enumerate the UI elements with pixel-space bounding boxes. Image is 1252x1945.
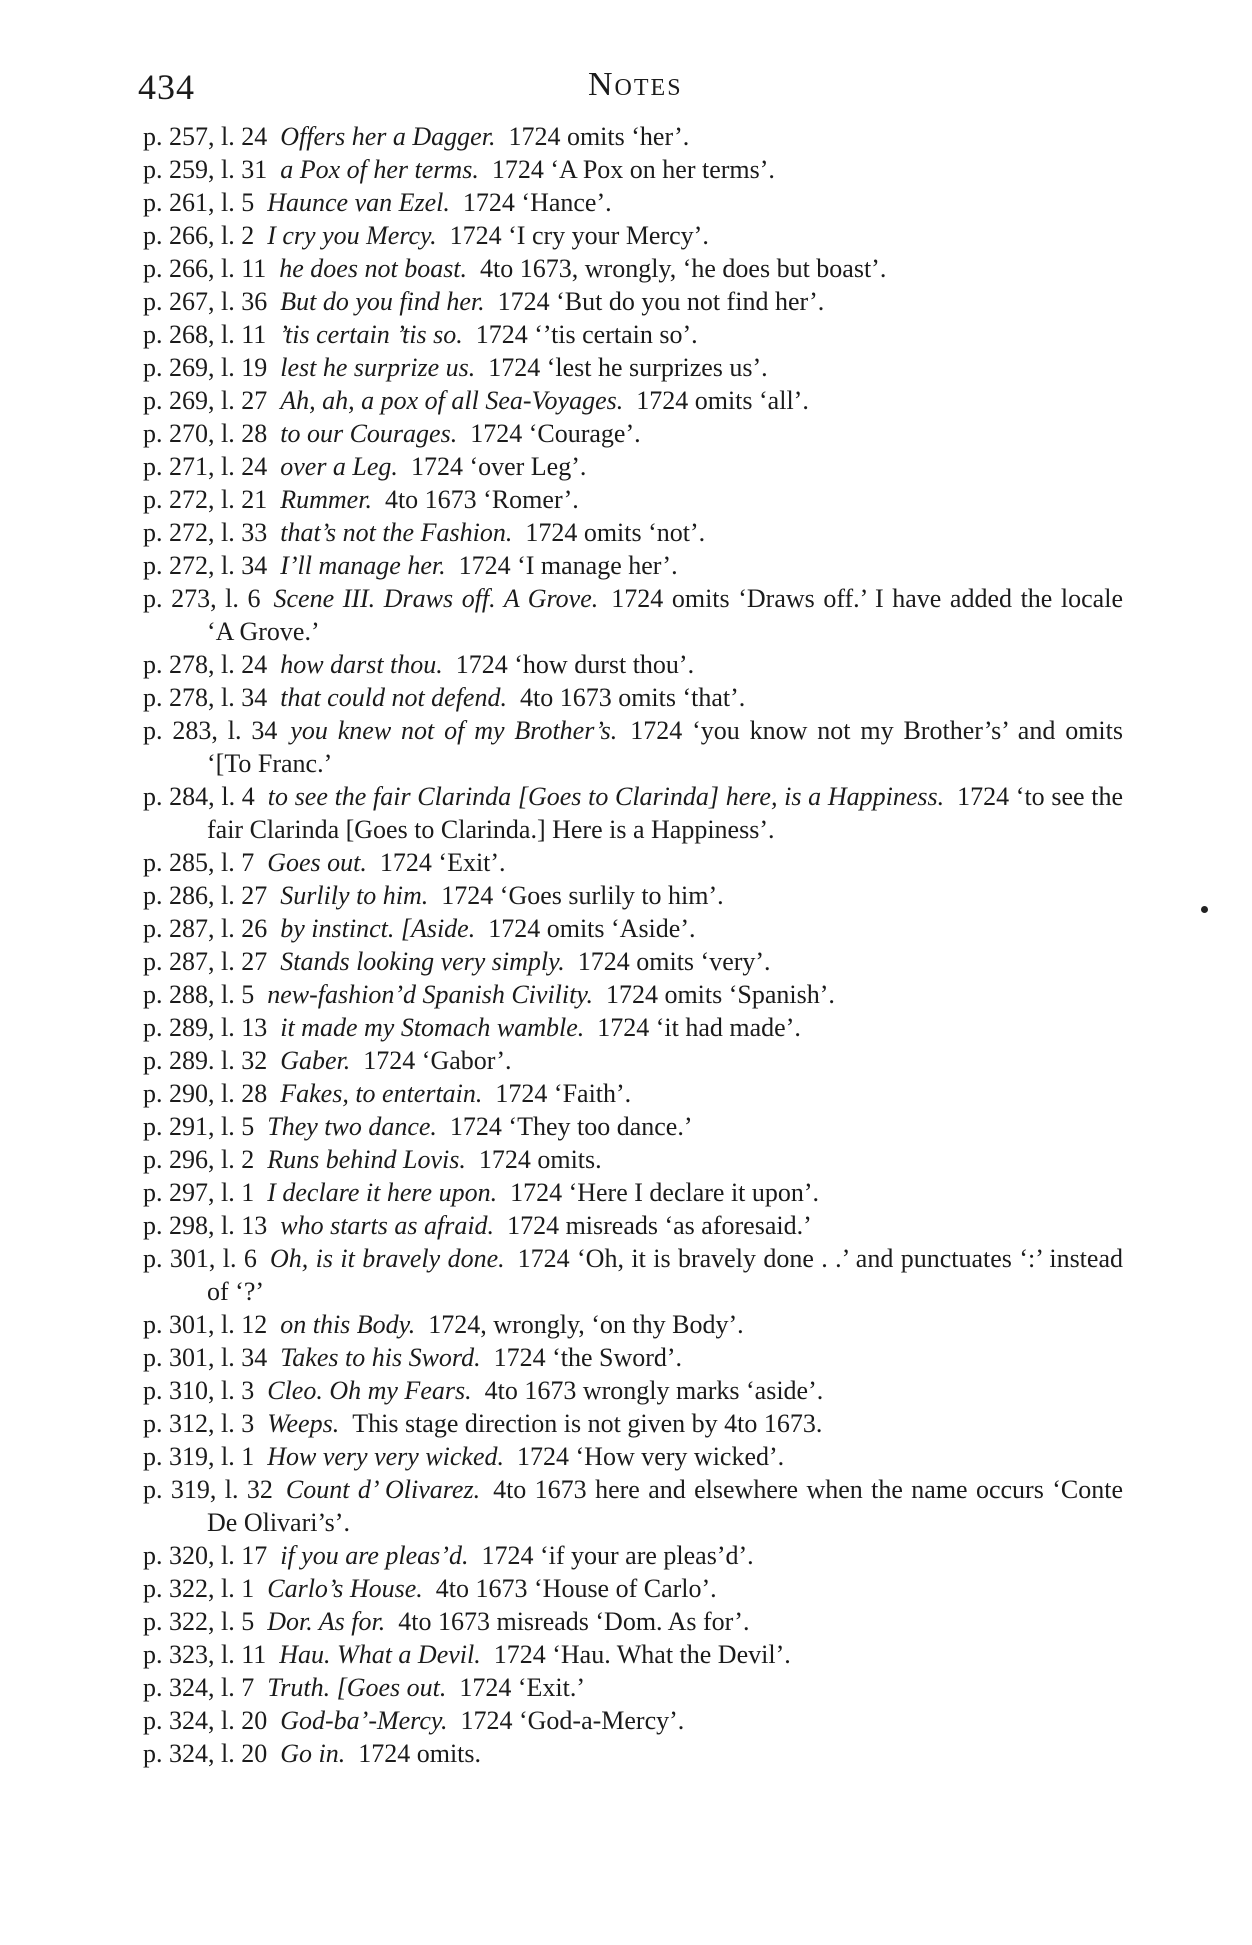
note-comment: 4to 1673 ‘Romer’. [384, 485, 579, 514]
note-entry [143, 1044, 1123, 1077]
note-reference: p. 283, l. 34 [143, 716, 278, 745]
note-entry [143, 1473, 1123, 1539]
note-comment: 1724 ‘Exit.’ [459, 1673, 586, 1702]
note-comment: 1724 ‘over Leg’. [410, 452, 587, 481]
note-reference: p. 270, l. 28 [143, 419, 268, 448]
note-entry [143, 978, 1123, 1011]
note-entry [143, 1737, 1123, 1770]
note-reference: p. 287, l. 26 [143, 914, 268, 943]
note-comment: 1724 omits ‘not’. [525, 518, 706, 547]
note-entry [143, 417, 1123, 450]
note-entry [143, 351, 1123, 384]
note-reference: p. 267, l. 36 [143, 287, 268, 316]
note-lemma: Cleo. Oh my Fears. [267, 1376, 472, 1405]
note-lemma: ’tis certain ’tis so. [279, 320, 463, 349]
note-comment: 1724 omits ‘her’. [508, 122, 690, 151]
note-comment: 4to 1673 here and elsewhere when the name occurs ‘Conte De Olivari’s’. [207, 1475, 1123, 1537]
note-reference: p. 259, l. 31 [143, 155, 268, 184]
note-reference: p. 285, l. 7 [143, 848, 255, 877]
note-lemma: to our Courages. [280, 419, 458, 448]
running-head: Notes [588, 66, 683, 103]
note-entry [143, 1143, 1123, 1176]
note-entry [143, 483, 1123, 516]
page-number: 434 [138, 67, 195, 107]
note-lemma: Ah, ah, a pox of all Sea-Voyages. [280, 386, 624, 415]
note-comment: 1724 ‘A Pox on her terms’. [491, 155, 775, 184]
note-entry [143, 450, 1123, 483]
note-comment: 4to 1673 ‘House of Carlo’. [435, 1574, 717, 1603]
note-lemma: on this Body. [280, 1310, 416, 1339]
note-reference: p. 320, l. 17 [143, 1541, 268, 1570]
note-reference: p. 322, l. 5 [143, 1607, 255, 1636]
note-lemma: over a Leg. [280, 452, 398, 481]
note-lemma: Go in. [280, 1739, 346, 1768]
note-reference: p. 301, l. 34 [143, 1343, 268, 1372]
note-reference: p. 272, l. 34 [143, 551, 268, 580]
note-lemma: I cry you Mercy. [267, 221, 437, 250]
note-lemma: God-ba’-Mercy. [280, 1706, 448, 1735]
note-lemma: Rummer. [280, 485, 372, 514]
note-lemma: he does not boast. [279, 254, 468, 283]
note-lemma: Oh, is it bravely done. [269, 1244, 505, 1273]
note-comment: 4to 1673, wrongly, ‘he does but boast’. [480, 254, 887, 283]
note-entry [143, 582, 1123, 648]
note-lemma: Stands looking very simply. [280, 947, 565, 976]
note-reference: p. 312, l. 3 [143, 1409, 255, 1438]
note-entry [143, 1671, 1123, 1704]
note-reference: p. 261, l. 5 [143, 188, 255, 217]
note-reference: p. 271, l. 24 [143, 452, 268, 481]
note-lemma: Dor. As for. [267, 1607, 386, 1636]
note-lemma: Truth. [Goes out. [267, 1673, 447, 1702]
note-reference: p. 273, l. 6 [143, 584, 261, 613]
note-comment: 1724 omits ‘very’. [577, 947, 771, 976]
note-lemma: How very very wicked. [267, 1442, 505, 1471]
note-comment: 4to 1673 wrongly marks ‘aside’. [484, 1376, 824, 1405]
note-lemma: Weeps. [267, 1409, 340, 1438]
note-comment: 1724 omits. [358, 1739, 482, 1768]
note-entry [143, 1605, 1123, 1638]
note-comment: 1724 ‘Hance’. [462, 188, 612, 217]
note-entry [143, 549, 1123, 582]
note-entry [143, 516, 1123, 549]
note-entry [143, 219, 1123, 252]
note-entry [143, 252, 1123, 285]
note-lemma: by instinct. [Aside. [280, 914, 476, 943]
note-lemma: Surlily to him. [280, 881, 429, 910]
ink-dot [1201, 906, 1208, 913]
note-entry [143, 1407, 1123, 1440]
note-reference: p. 310, l. 3 [143, 1376, 255, 1405]
note-entry [143, 1440, 1123, 1473]
note-entry [143, 1209, 1123, 1242]
note-entry [143, 879, 1123, 912]
note-reference: p. 324, l. 20 [143, 1706, 268, 1735]
note-entry [143, 1374, 1123, 1407]
note-lemma: Offers her a Dagger. [280, 122, 496, 151]
note-comment: 1724 ‘Faith’. [495, 1079, 632, 1108]
note-lemma: who starts as afraid. [280, 1211, 495, 1240]
note-reference: p. 286, l. 27 [143, 881, 268, 910]
note-comment: 1724 ‘Courage’. [470, 419, 641, 448]
note-lemma: new-fashion’d Spanish Civility. [267, 980, 593, 1009]
note-comment: 1724 ‘I cry your Mercy’. [449, 221, 709, 250]
note-lemma: that’s not the Fashion. [280, 518, 513, 547]
note-lemma: Goes out. [267, 848, 367, 877]
note-entry [143, 120, 1123, 153]
note-entry [143, 1704, 1123, 1737]
note-entry [143, 384, 1123, 417]
note-reference: p. 319, l. 32 [143, 1475, 273, 1504]
note-lemma: Hau. What a Devil. [279, 1640, 481, 1669]
note-reference: p. 324, l. 7 [143, 1673, 255, 1702]
note-comment: 1724 ‘’tis certain so’. [475, 320, 698, 349]
note-lemma: But do you find her. [280, 287, 485, 316]
note-entry [143, 1308, 1123, 1341]
note-reference: p. 319, l. 1 [143, 1442, 255, 1471]
note-entry [143, 846, 1123, 879]
note-lemma: Gaber. [280, 1046, 351, 1075]
note-entry [143, 318, 1123, 351]
note-reference: p. 288, l. 5 [143, 980, 255, 1009]
note-entry [143, 153, 1123, 186]
note-reference: p. 278, l. 34 [143, 683, 268, 712]
note-comment: 1724 omits ‘all’. [636, 386, 809, 415]
note-entry [143, 1176, 1123, 1209]
note-entry [143, 648, 1123, 681]
notes-list [143, 120, 1123, 1770]
note-comment: 1724, wrongly, ‘on thy Body’. [428, 1310, 744, 1339]
note-lemma: I’ll manage her. [280, 551, 446, 580]
note-reference: p. 266, l. 11 [143, 254, 267, 283]
note-reference: p. 301, l. 12 [143, 1310, 268, 1339]
note-reference: p. 272, l. 21 [143, 485, 268, 514]
note-reference: p. 289. l. 32 [143, 1046, 268, 1075]
note-comment: 1724 ‘I manage her’. [458, 551, 678, 580]
note-comment: 1724 omits ‘Draws off.’ I have added the locale ‘A Grove.’ [207, 584, 1123, 646]
note-comment: 1724 ‘to see the fair Clarinda [Goes to Clarinda.] Here is a Happiness’. [207, 782, 1124, 844]
note-comment: 1724 ‘But do you not find her’. [497, 287, 825, 316]
note-comment: 1724 ‘God-a-Mercy’. [460, 1706, 685, 1735]
note-reference: p. 266, l. 2 [143, 221, 255, 250]
note-comment: 1724 omits. [478, 1145, 602, 1174]
note-lemma: Count d’ Olivarez. [285, 1475, 481, 1504]
note-entry [143, 1242, 1123, 1308]
note-entry [143, 1539, 1123, 1572]
note-lemma: Takes to his Sword. [280, 1343, 481, 1372]
note-reference: p. 268, l. 11 [143, 320, 267, 349]
note-comment: 1724 misreads ‘as aforesaid.’ [507, 1211, 812, 1240]
note-entry [143, 714, 1123, 780]
note-reference: p. 272, l. 33 [143, 518, 268, 547]
note-lemma: to see the fair Clarinda [Goes to Clarinda] here, is a Happiness. [267, 782, 945, 811]
note-comment: 1724 ‘the Sword’. [493, 1343, 683, 1372]
note-lemma: Haunce van Ezel. [267, 188, 450, 217]
note-entry [143, 1011, 1123, 1044]
note-lemma: you knew not of my Brother’s. [290, 716, 618, 745]
note-lemma: lest he surprize us. [280, 353, 476, 382]
note-entry [143, 1572, 1123, 1605]
note-comment: 1724 omits ‘Spanish’. [605, 980, 835, 1009]
note-entry [143, 681, 1123, 714]
note-comment: 1724 ‘Exit’. [379, 848, 506, 877]
note-lemma: They two dance. [267, 1112, 437, 1141]
note-reference: p. 324, l. 20 [143, 1739, 268, 1768]
note-entry [143, 285, 1123, 318]
note-lemma: that could not defend. [280, 683, 507, 712]
note-reference: p. 322, l. 1 [143, 1574, 255, 1603]
note-lemma: it made my Stomach wamble. [280, 1013, 585, 1042]
note-comment: 1724 ‘Here I declare it upon’. [510, 1178, 820, 1207]
note-comment: 1724 ‘Oh, it is bravely done . .’ and punctuates ‘:’ instead of ‘?’ [207, 1244, 1123, 1306]
note-reference: p. 301, l. 6 [143, 1244, 257, 1273]
note-reference: p. 323, l. 11 [143, 1640, 267, 1669]
note-reference: p. 284, l. 4 [143, 782, 255, 811]
note-reference: p. 296, l. 2 [143, 1145, 255, 1174]
note-reference: p. 291, l. 5 [143, 1112, 255, 1141]
note-lemma: how darst thou. [280, 650, 443, 679]
note-comment: 1724 ‘Hau. What the Devil’. [493, 1640, 791, 1669]
note-lemma: a Pox of her terms. [280, 155, 479, 184]
note-lemma: Runs behind Lovis. [267, 1145, 466, 1174]
note-entry [143, 1077, 1123, 1110]
note-comment: 4to 1673 misreads ‘Dom. As for’. [398, 1607, 750, 1636]
note-reference: p. 278, l. 24 [143, 650, 268, 679]
note-lemma: I declare it here upon. [267, 1178, 498, 1207]
note-reference: p. 298, l. 13 [143, 1211, 268, 1240]
note-entry [143, 780, 1123, 846]
note-comment: 1724 ‘How very wicked’. [517, 1442, 785, 1471]
note-reference: p. 269, l. 19 [143, 353, 268, 382]
note-lemma: if you are pleas’d. [280, 1541, 469, 1570]
note-lemma: Carlo’s House. [267, 1574, 423, 1603]
note-comment: 1724 omits ‘Aside’. [488, 914, 696, 943]
note-comment: 1724 ‘you know not my Brother’s’ and omits ‘[To Franc.’ [207, 716, 1123, 778]
note-lemma: Scene III. Draws off. A Grove. [273, 584, 599, 613]
note-comment: 1724 ‘if your are pleas’d’. [481, 1541, 754, 1570]
note-entry [143, 945, 1123, 978]
note-comment: 4to 1673 omits ‘that’. [519, 683, 746, 712]
note-entry [143, 1341, 1123, 1374]
note-reference: p. 290, l. 28 [143, 1079, 268, 1108]
note-comment: 1724 ‘how durst thou’. [455, 650, 695, 679]
note-reference: p. 269, l. 27 [143, 386, 268, 415]
note-reference: p. 297, l. 1 [143, 1178, 255, 1207]
note-comment: 1724 ‘lest he surprizes us’. [488, 353, 768, 382]
note-reference: p. 287, l. 27 [143, 947, 268, 976]
note-comment: 1724 ‘They too dance.’ [449, 1112, 693, 1141]
note-comment: 1724 ‘it had made’. [597, 1013, 801, 1042]
note-entry [143, 912, 1123, 945]
note-entry [143, 1110, 1123, 1143]
note-reference: p. 257, l. 24 [143, 122, 268, 151]
note-entry [143, 1638, 1123, 1671]
note-entry [143, 186, 1123, 219]
note-reference: p. 289, l. 13 [143, 1013, 268, 1042]
note-comment: 1724 ‘Gabor’. [363, 1046, 512, 1075]
note-lemma: Fakes, to entertain. [280, 1079, 483, 1108]
note-comment: 1724 ‘Goes surlily to him’. [441, 881, 724, 910]
note-comment: This stage direction is not given by 4to 1673. [352, 1409, 823, 1438]
